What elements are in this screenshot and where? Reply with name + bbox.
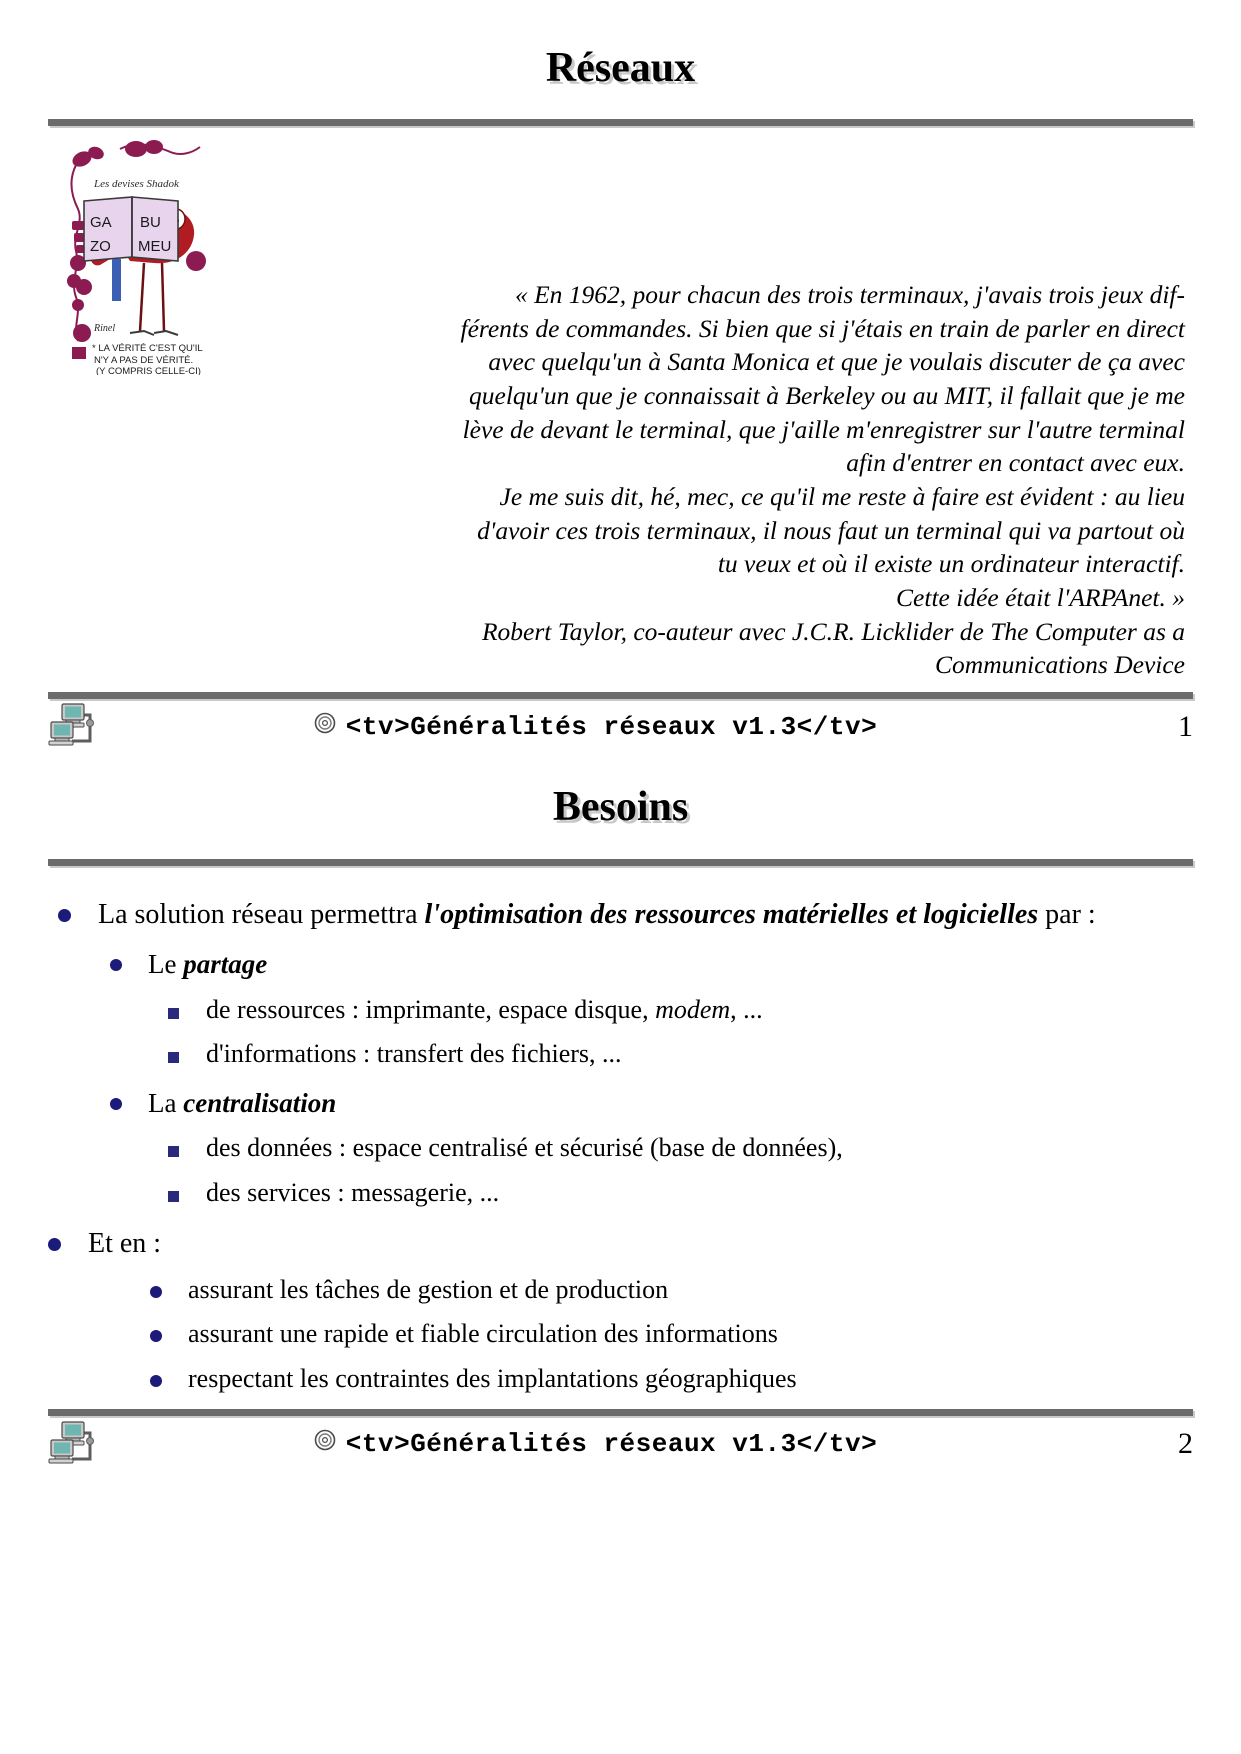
quote-line: quelqu'un que je connaissait à Berkeley ou au MIT, il fallait que je me [469, 380, 1185, 410]
svg-text:MEU: MEU [138, 238, 172, 255]
quote-line: avec quelqu'un à Santa Monica et que je voulais discuter de ça avec [488, 347, 1185, 377]
bullet-dot-icon [58, 909, 71, 922]
text-part: La solution réseau permettra [98, 898, 425, 930]
slide-1 [0, 0, 1241, 759]
quote-line: « En 1962, pour chacun des trois terminaux, j'avais trois jeux dif- [514, 280, 1185, 309]
svg-text:BU: BU [140, 214, 161, 231]
text-part: , ... [730, 994, 763, 1024]
footer-divider [48, 1409, 1193, 1416]
title-divider [48, 119, 1193, 126]
besoins-bullet-list [0, 866, 1241, 1397]
list-item-text: Et en : [88, 1228, 162, 1260]
bullet-square-icon [168, 1052, 179, 1063]
list-item-text: des données : espace centralisé et sécurisé (base de données), [206, 1133, 843, 1163]
svg-text:GA: GA [90, 214, 112, 231]
network-computers-icon [48, 1419, 118, 1470]
footer-title-block [118, 1429, 1133, 1459]
list-item [150, 1362, 1193, 1397]
page-title-besoins: Besoins [552, 783, 689, 830]
list-item [168, 1037, 1193, 1072]
svg-text:* LA VÉRITÉ C'EST QU'IL: * LA VÉRITÉ C'EST QU'IL [92, 343, 203, 354]
cd-disc-icon [314, 1429, 336, 1459]
bullet-dot-icon [150, 1330, 162, 1342]
list-item [168, 993, 1193, 1028]
list-item [110, 1085, 1193, 1121]
page-title-reseaux: Réseaux [545, 45, 696, 91]
network-computers-icon [48, 701, 118, 752]
page-number: 2 [1178, 1427, 1193, 1461]
shadok-cartoon-image [57, 134, 205, 374]
slide-1-footer [48, 699, 1193, 759]
bullet-dot-icon [110, 959, 122, 971]
svg-text:N'Y A PAS DE VÉRITÉ.: N'Y A PAS DE VÉRITÉ. [94, 355, 194, 366]
bullet-square-icon [168, 1191, 179, 1202]
quote-attribution: Robert Taylor, co-auteur avec J.C.R. Licklider de The Computer as a [481, 616, 1185, 646]
bullet-dot-icon [150, 1375, 162, 1387]
slide-2 [0, 759, 1241, 1476]
quote-line: férents de commandes. Si bien que si j'étais en train de parler en direct [460, 313, 1185, 343]
bullet-dot-icon [48, 1238, 61, 1251]
page-number: 1 [1178, 709, 1193, 743]
list-item-text: des services : messagerie, ... [206, 1178, 500, 1208]
list-item [150, 1273, 1193, 1308]
title-divider [48, 859, 1193, 866]
slide-2-footer [48, 1416, 1193, 1476]
text-part: de ressources : imprimante, espace disque, [206, 994, 656, 1024]
text-emphasis: l'optimisation des ressources matérielles et logicielles [424, 898, 1039, 930]
quote-attribution: Communications Device [935, 650, 1185, 680]
quote-line: tu veux et où il existe un ordinateur interactif. [717, 549, 1185, 579]
text-emphasis: centralisation [183, 1088, 337, 1119]
list-item-text [148, 1085, 1193, 1121]
text-emphasis: partage [183, 949, 268, 980]
svg-text:Les devises Shadok: Les devises Shadok [94, 178, 179, 190]
slide-1-body [0, 126, 1241, 682]
footer-document-title: <tv>Généralités réseaux v1.3</tv> [345, 1429, 878, 1460]
list-item-text [148, 946, 1193, 982]
bullet-square-icon [168, 1146, 179, 1157]
list-item [150, 1317, 1193, 1352]
text-part: Le [148, 949, 184, 980]
list-item-text [206, 993, 1193, 1028]
quote-line: d'avoir ces trois terminaux, il nous faut un terminal qui va partout où [477, 515, 1185, 545]
list-item [110, 946, 1193, 982]
quote-line: Cette idée était l'ARPAnet. » [896, 582, 1185, 612]
bullet-square-icon [168, 1008, 179, 1019]
bullet-dot-icon [150, 1286, 162, 1298]
quote-line: Je me suis dit, hé, mec, ce qu'il me reste à faire est évident : au lieu [499, 481, 1185, 511]
text-part: par : [1038, 898, 1096, 930]
footer-divider [48, 692, 1193, 699]
quote-line: lève de devant le terminal, que j'aille m'enregistrer sur l'autre terminal [462, 414, 1185, 444]
list-item-text: respectant les contraintes des implantations géographiques [188, 1364, 797, 1394]
list-item-text: d'informations : transfert des fichiers, ... [206, 1039, 622, 1069]
bullet-dot-icon [110, 1098, 122, 1110]
list-item-text [98, 896, 1193, 934]
cartoon-signature: Rinel [94, 323, 116, 334]
footer-document-title: <tv>Généralités réseaux v1.3</tv> [345, 711, 878, 742]
text-part: La [148, 1088, 184, 1119]
robert-taylor-quote [288, 278, 1193, 682]
list-item [168, 1176, 1193, 1211]
list-item [168, 1131, 1193, 1166]
list-item-text: assurant les tâches de gestion et de production [188, 1274, 669, 1304]
list-item [58, 896, 1193, 934]
svg-text:ZO: ZO [90, 238, 111, 255]
list-item [48, 1225, 1193, 1263]
text-emphasis: modem [655, 994, 731, 1024]
cd-disc-icon [314, 712, 336, 742]
quote-line: afin d'entrer en contact avec eux. [846, 448, 1185, 478]
footer-title-block [118, 712, 1133, 742]
svg-text:(Y COMPRIS CELLE-CI): (Y COMPRIS CELLE-CI) [96, 366, 201, 375]
list-item-text: assurant une rapide et fiable circulation des informations [188, 1319, 778, 1349]
